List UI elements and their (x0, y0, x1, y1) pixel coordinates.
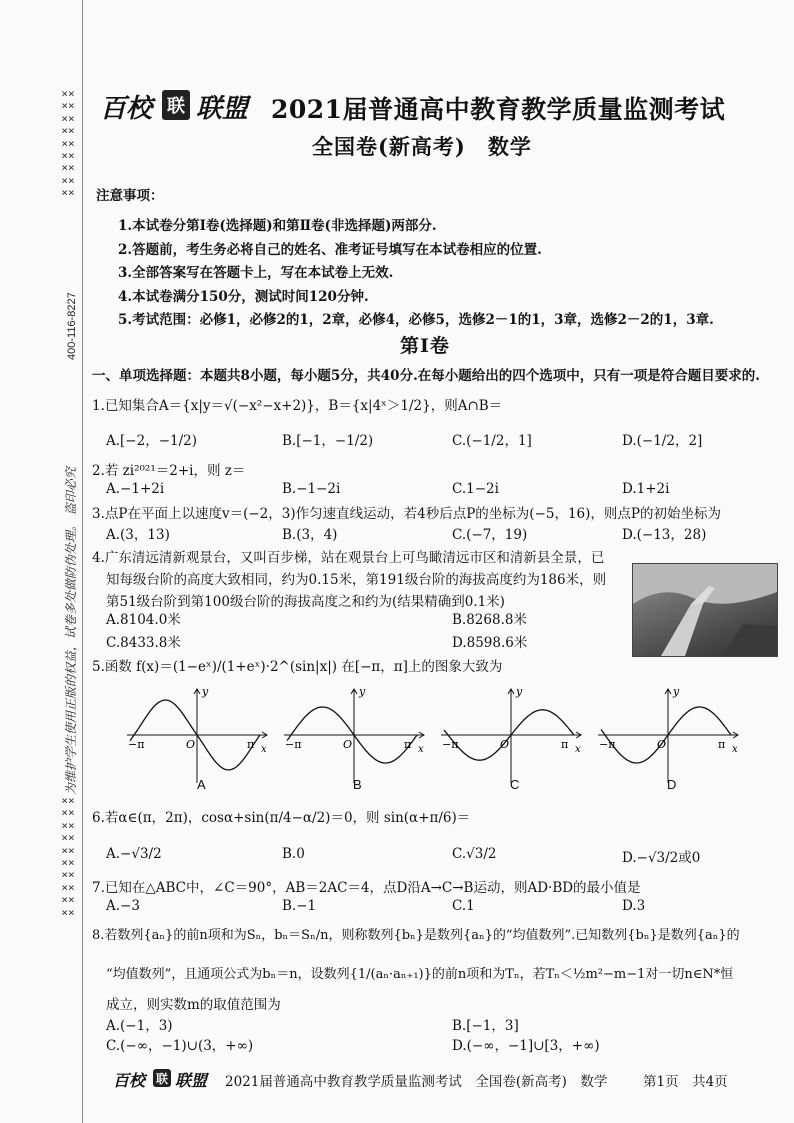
q2-option-c: C.1−2i (452, 481, 499, 497)
graph-label-a: A (197, 777, 206, 792)
q7-option-d: D.3 (622, 898, 646, 914)
y-axis-label: y (359, 685, 366, 698)
q2-option-d: D.1+2i (622, 481, 670, 497)
tick-label-neg-pi: −π (599, 738, 616, 751)
q1-option-a: A.[−2，−1/2) (106, 433, 198, 449)
brand-logo-right: 联盟 (196, 94, 249, 124)
q6-option-c: C.√3/2 (452, 846, 497, 862)
question-4-stem-line-3: 第51级台阶到第100级台阶的海拔高度之和约为(结果精确到0.1米) (106, 594, 505, 610)
origin-label: O (500, 738, 510, 751)
margin-cross-marks-bottom: ×××××××××××××××××××× (61, 794, 75, 919)
q3-option-b: B.(3，4) (282, 527, 338, 543)
photo-scenery (633, 564, 777, 656)
q8-option-b: B.[−1，3] (452, 1018, 519, 1034)
question-8-stem-line-1: 8.若数列{aₙ}的前n项和为Sₙ，bₙ＝Sₙ/n，则称数列{bₙ}是数列{aₙ}的“均值数列”.已知数列{bₙ}是数列{aₙ}的 (92, 928, 740, 943)
q6-option-d: D.−√3/2或0 (622, 850, 701, 866)
observation-deck-photo (632, 563, 778, 657)
seal-logo: 联 (162, 90, 190, 120)
q7-option-a: A.−3 (106, 898, 140, 914)
q6-option-b: B.0 (282, 846, 305, 862)
q6-option-a: A.−√3/2 (106, 846, 162, 862)
q1-option-b: B.[−1，−1/2) (282, 433, 374, 449)
footer-brand-left: 百校 (113, 1071, 146, 1090)
tick-label-pi: π (561, 738, 569, 751)
margin-anti-piracy-note: 为维护学生使用正版的权益，试卷多处做防伪处理。 盗印必究 (64, 467, 78, 795)
q1-option-c: C.(−1/2，1] (452, 433, 532, 449)
graph-b (284, 685, 424, 783)
question-5-stem: 5.函数 f(x)＝(1−eˣ)/(1+eˣ)·2^(sin|x|) 在[−π，π]上的图象大致为 (92, 659, 503, 675)
q4-option-c: C.8433.8米 (106, 635, 181, 651)
question-6-stem: 6.若α∈(π，2π)，cosα+sin(π/4−α/2)＝0，则 sin(α+π/6)＝ (92, 810, 471, 826)
note-item: 5.考试范围：必修1，必修2的1，2章，必修4，必修5，选修2－1的1，3章，选修2－2的1，3章. (118, 312, 714, 328)
footer-brand-right: 联盟 (175, 1071, 208, 1090)
question-3-stem: 3.点P在平面上以速度v＝(−2，3)作匀速直线运动，若4秒后点P的坐标为(−5，16)，则点P的初始坐标为 (92, 506, 721, 522)
page-footer (113, 1068, 773, 1090)
exam-header (100, 88, 780, 124)
tick-label-neg-pi: −π (285, 738, 302, 751)
footer-seal-logo: 联 (153, 1069, 171, 1087)
tick-label-neg-pi: −π (128, 738, 145, 751)
graph-label-c: C (510, 777, 520, 792)
notes-section (96, 184, 714, 332)
tick-label-pi: π (404, 738, 412, 751)
q3-option-a: A.(3，13) (106, 527, 170, 543)
footer-page-number: 第1页 共4页 (643, 1074, 728, 1090)
question-4-stem-line-2: 知每级台阶的高度大致相同，约为0.15米，第191级台阶的海拔高度约为186米，则 (106, 572, 607, 588)
margin-cross-marks-top: ×××××××××××××××××× (61, 87, 75, 200)
q5-graphs (122, 683, 772, 793)
q1-option-d: D.(−1/2，2] (622, 433, 703, 449)
x-axis-label: x (418, 744, 424, 755)
q4-option-a: A.8104.0米 (106, 612, 181, 628)
y-axis-label: y (202, 685, 209, 698)
question-8-stem-line-3: 成立，则实数m的取值范围为 (106, 997, 281, 1013)
question-1-stem: 1.已知集合A＝{x|y＝√(−x²−x+2)}，B＝{x|4ˣ＞1/2}，则A∩B＝ (92, 398, 503, 414)
margin-phone-number: 400-116-8227 (66, 292, 78, 360)
x-axis-label: x (732, 744, 738, 755)
origin-label: O (186, 738, 196, 751)
q7-option-b: B.−1 (282, 898, 317, 914)
note-item: 4.本试卷满分150分，测试时间120分钟. (118, 288, 369, 305)
y-axis-label: y (516, 685, 523, 698)
graph-label-d: D (667, 777, 677, 792)
origin-label: O (657, 738, 667, 751)
x-axis-label: x (261, 744, 267, 755)
question-7-stem: 7.已知在△ABC中，∠C＝90°，AB＝2AC＝4，点D沿A→C→B运动，则AD·BD的最小值是 (92, 880, 641, 896)
exam-title: 2021届普通高中教育教学质量监测考试 (271, 95, 726, 124)
x-axis-label: x (575, 744, 581, 755)
note-item: 3.全部答案写在答题卡上，写在本试卷上无效. (118, 265, 394, 281)
section-heading: 一、单项选择题：本题共8小题，每小题5分，共40分.在每小题给出的四个选项中，只有一项是符合题目要求的. (92, 368, 760, 384)
question-4-stem-line-1: 4.广东清远清新观景台，又叫百步梯，站在观景台上可鸟瞰清远市区和清新县全景，已 (92, 550, 605, 566)
graph-c (441, 685, 581, 783)
graph-d (598, 685, 738, 783)
q7-option-c: C.1 (452, 898, 475, 914)
tick-label-neg-pi: −π (442, 738, 459, 751)
note-item: 1.本试卷分第Ⅰ卷(选择题)和第Ⅱ卷(非选择题)两部分. (118, 218, 437, 234)
graph-label-b: B (353, 777, 362, 792)
note-item: 2.答题前，考生务必将自己的姓名、准考证号填写在本试卷相应的位置. (118, 241, 542, 258)
part-title: 第Ⅰ卷 (400, 335, 450, 357)
q2-option-a: A.−1+2i (106, 481, 165, 497)
q3-option-c: C.(−7，19) (452, 527, 528, 543)
q3-option-d: D.(−13，28) (622, 527, 707, 543)
footer-title: 2021届普通高中教育教学质量监测考试 全国卷(新高考) 数学 (225, 1074, 608, 1090)
q4-option-b: B.8268.8米 (452, 612, 527, 628)
brand-logo-left: 百校 (100, 94, 153, 124)
origin-label: O (343, 738, 353, 751)
q8-option-c: C.(−∞，−1)∪(3，+∞) (106, 1038, 254, 1054)
question-2-stem: 2.若 zi²⁰²¹＝2+i，则 z＝ (92, 463, 246, 479)
graph-a (127, 685, 267, 783)
exam-subtitle: 全国卷(新高考) 数学 (312, 134, 532, 159)
tick-label-pi: π (718, 738, 726, 751)
q8-option-a: A.(−1，3) (106, 1018, 173, 1034)
left-margin (0, 0, 83, 1123)
q2-option-b: B.−1−2i (282, 481, 341, 497)
q4-option-d: D.8598.6米 (452, 635, 528, 651)
question-8-stem-line-2: “均值数列”，且通项公式为bₙ＝n，设数列{1/(aₙ·aₙ₊₁)}的前n项和为Tₙ，若Tₙ＜½m²−m−1对一切n∈N*恒 (106, 967, 734, 982)
notes-heading: 注意事项： (96, 188, 164, 204)
q8-option-d: D.(−∞，−1]∪[3，+∞) (452, 1038, 600, 1054)
y-axis-label: y (673, 685, 680, 698)
tick-label-pi: π (247, 738, 255, 751)
